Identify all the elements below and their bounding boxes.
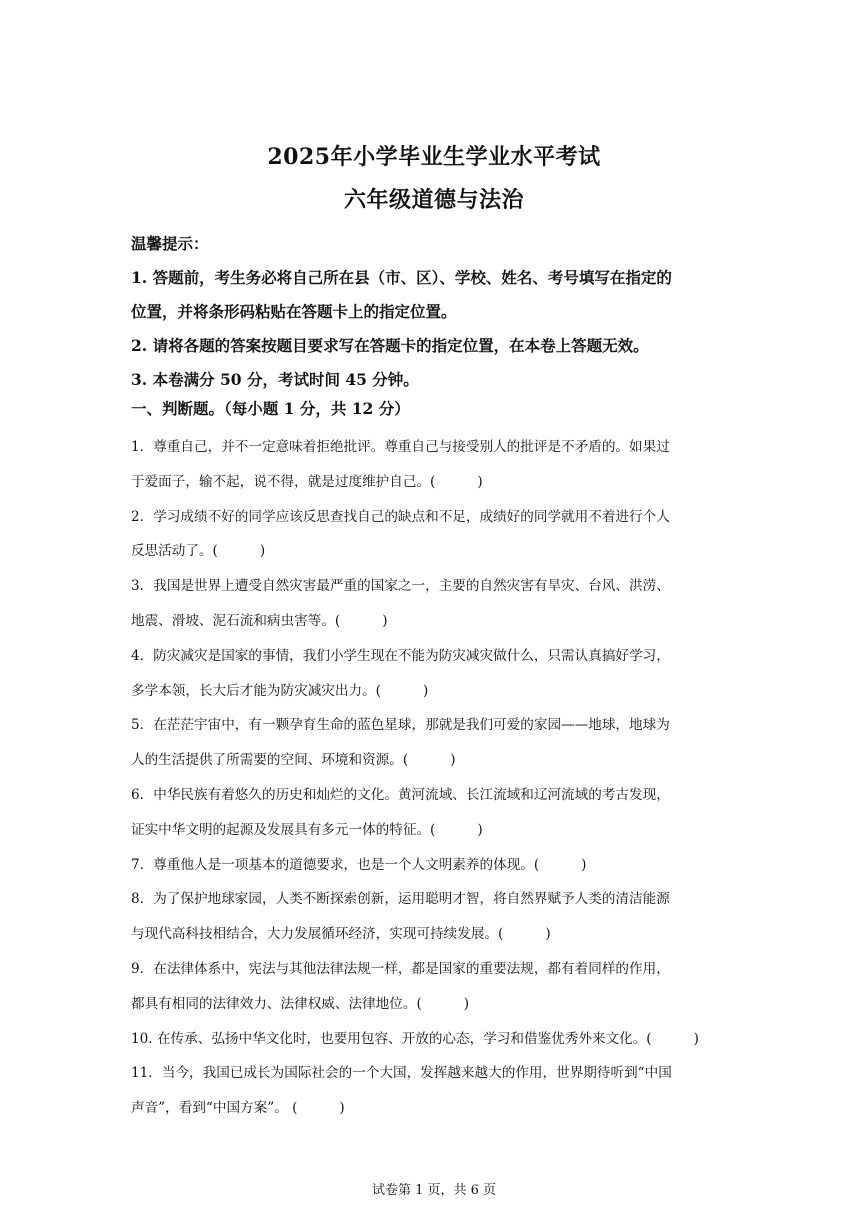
question-item <box>131 952 743 1022</box>
question-text: 1．尊重自己，并不一定意味着拒绝批评。尊重自己与接受别人的批评是不矛盾的。如果过 <box>131 439 670 455</box>
question-text: 多学本领，长大后才能为防灾减灾出力。( <box>131 682 381 699</box>
question-item <box>131 430 743 500</box>
question-text: 8．为了保护地球家园，人类不断探索创新，运用聪明才智，将自然界赋予人类的清洁能源 <box>131 891 670 908</box>
question-text: 与现代高科技相结合，大力发展循环经济，实现可持续发展。( <box>131 926 504 943</box>
instructions-block <box>131 227 751 397</box>
question-text: 声音”，看到“中国方案”。 ( <box>131 1100 298 1117</box>
answer-bracket-close: ) <box>339 1100 345 1117</box>
question-text: 6．中华民族有着悠久的历史和灿烂的文化。黄河流域、长江流域和辽河流域的考古发现， <box>131 786 670 803</box>
answer-bracket-close: ) <box>423 682 429 699</box>
page-footer: 试卷第 1 页，共 6 页 <box>371 1183 497 1198</box>
instruction-line: 位置，并将条形码粘贴在答题卡上的指定位置。 <box>131 302 457 321</box>
question-item <box>131 882 743 952</box>
question-text: 9．在法律体系中，宪法与其他法律法规一样，都是国家的重要法规，都有着同样的作用， <box>131 960 670 977</box>
answer-bracket-close: ) <box>477 473 483 490</box>
instructions-label: 温馨提示： <box>131 234 209 253</box>
answer-bracket-close: ) <box>450 752 456 769</box>
question-text: 反思活动了。( <box>131 543 218 560</box>
question-item <box>131 778 743 848</box>
answer-bracket-close: ) <box>545 926 551 943</box>
question-text: 7．尊重他人是一项基本的道德要求，也是一个人文明素养的体现。( <box>131 856 540 873</box>
question-item <box>131 848 743 883</box>
answer-bracket-close: ) <box>693 1030 699 1047</box>
exam-title: 2025年小学毕业生学业水平考试 <box>267 144 601 170</box>
exam-subject-title: 六年级道德与法治 <box>343 187 524 213</box>
answer-bracket-close: ) <box>382 612 388 629</box>
question-item <box>131 1056 743 1126</box>
question-text: 都具有相同的法律效力、法律权威、法律地位。( <box>131 995 422 1012</box>
answer-bracket-close: ) <box>581 856 587 873</box>
question-item <box>131 1022 743 1057</box>
question-item <box>131 569 743 639</box>
question-text: 2．学习成绩不好的同学应该反思查找自己的缺点和不足，成绩好的同学就用不着进行个人 <box>131 508 670 525</box>
question-text: 5．在茫茫宇宙中，有一颗孕育生命的蓝色星球，那就是我们可爱的家园——地球，地球为 <box>131 717 670 734</box>
answer-bracket-close: ) <box>477 821 483 838</box>
question-text: 于爱面子，输不起，说不得，就是过度维护自己。( <box>131 473 436 490</box>
question-text: 证实中华文明的起源及发展具有多元一体的特征。( <box>131 821 436 838</box>
question-item <box>131 639 743 709</box>
question-text: 10. 在传承、弘扬中华文化时，也要用包容、开放的心态，学习和借鉴优秀外来文化。( <box>131 1030 652 1047</box>
instruction-line: 2. 请将各题的答案按题目要求写在答题卡的指定位置，在本卷上答题无效。 <box>131 336 649 355</box>
question-list <box>131 430 743 1126</box>
instruction-line: 3. 本卷满分 50 分，考试时间 45 分钟。 <box>131 370 419 389</box>
question-text: 11．当今，我国已成长为国际社会的一个大国，发挥越来越大的作用，世界期待听到“中国 <box>131 1065 672 1082</box>
question-text: 4．防灾减灾是国家的事情，我们小学生现在不能为防灾减灾做什么，只需认真搞好学习， <box>131 647 670 664</box>
answer-bracket-close: ) <box>463 995 470 1012</box>
instruction-line: 1. 答题前，考生务必将自己所在县（市、区）、学校、姓名、考号填写在指定的 <box>131 268 672 287</box>
question-item <box>131 708 743 778</box>
question-item <box>131 500 743 570</box>
question-text: 地震、滑坡、泥石流和病虫害等。( <box>131 612 341 629</box>
question-text: 人的生活提供了所需要的空间、环境和资源。( <box>131 752 409 769</box>
section-heading: 一、判断题。（每小题 1 分，共 12 分） <box>131 399 410 418</box>
question-text: 3．我国是世界上遭受自然灾害最严重的国家之一，主要的自然灾害有旱灾、台风、洪涝、 <box>131 578 670 595</box>
answer-bracket-close: ) <box>259 543 266 560</box>
